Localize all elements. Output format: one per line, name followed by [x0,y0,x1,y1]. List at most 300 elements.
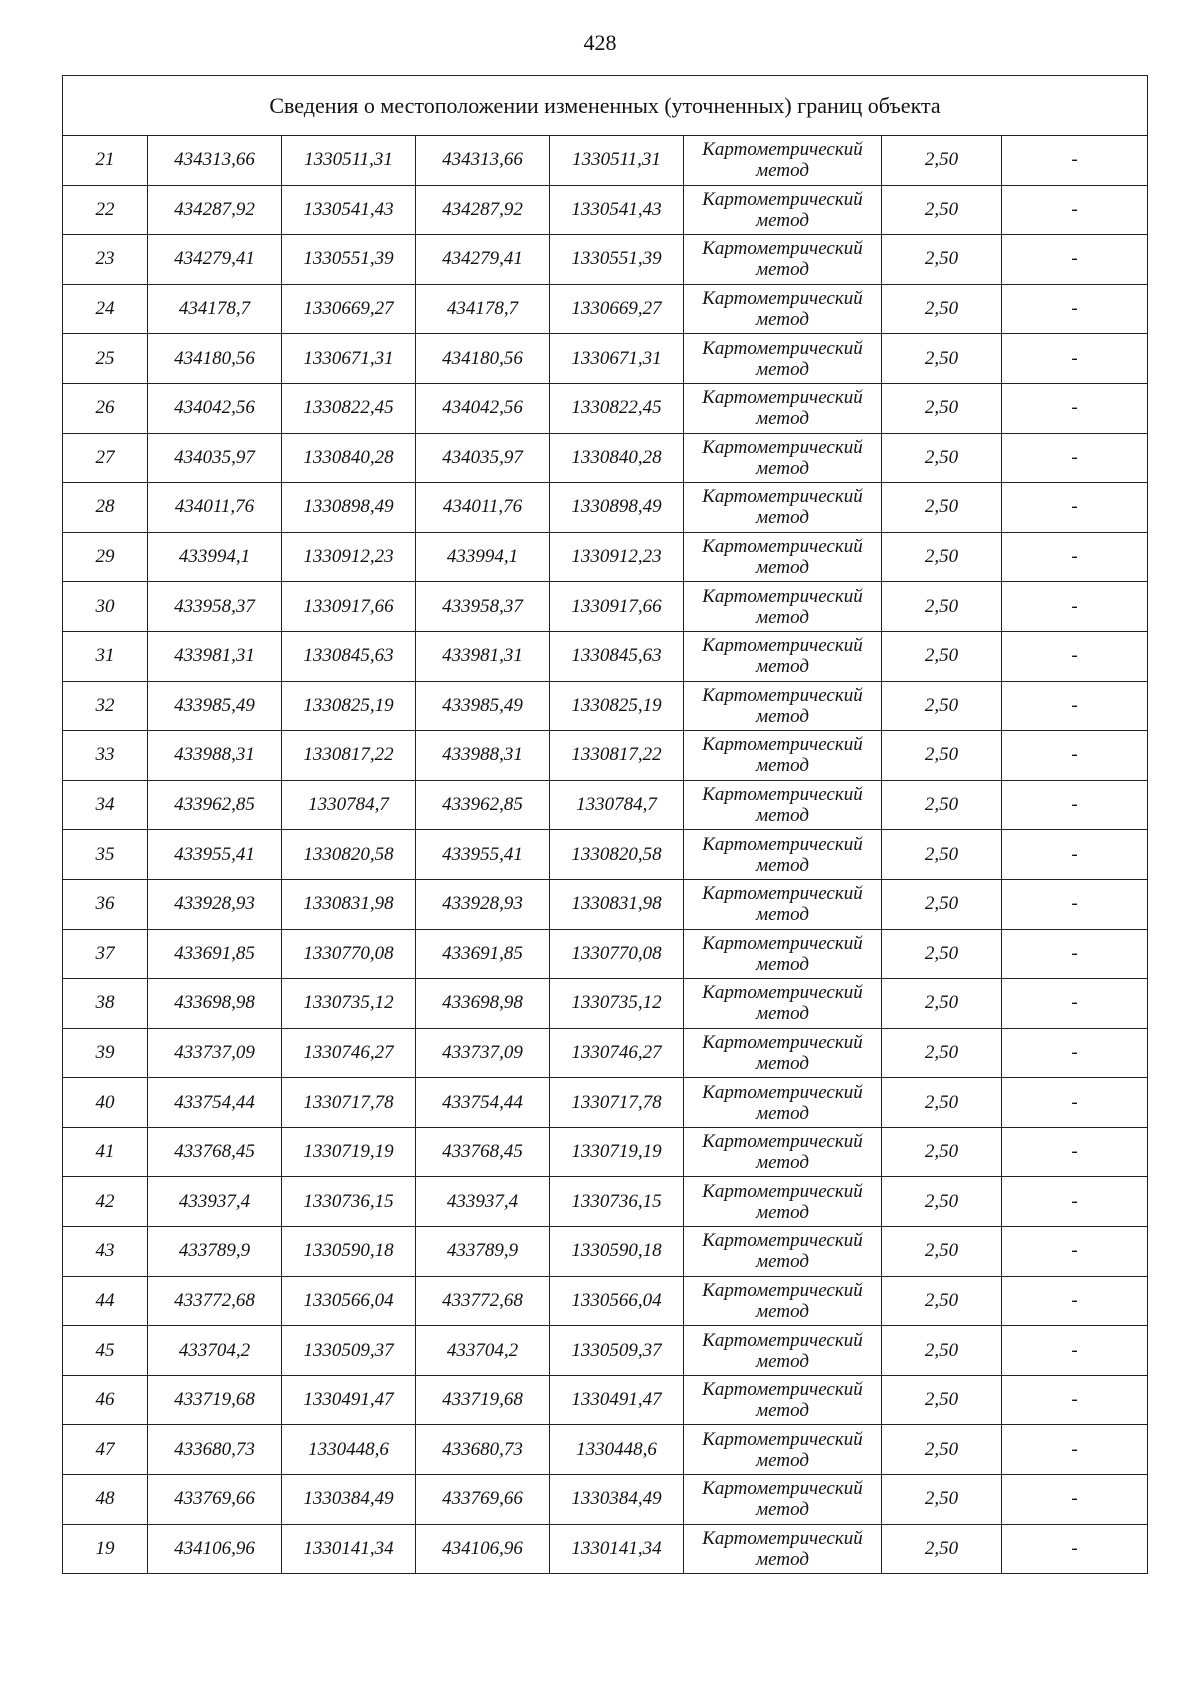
existing-y-cell: 1330717,78 [282,1078,416,1128]
existing-y-cell: 1330746,27 [282,1028,416,1078]
method-cell [684,631,882,681]
method-line: метод [756,1548,809,1570]
table-row [63,1326,1148,1376]
accuracy-cell: 2,50 [882,582,1002,632]
existing-y-cell: 1330817,22 [282,731,416,781]
existing-x-cell: 433955,41 [148,830,282,880]
note-cell: - [1002,433,1148,483]
method-line: метод [756,1499,809,1521]
refined-x-cell: 433719,68 [416,1375,550,1425]
table-row [63,284,1148,334]
note-cell: - [1002,1078,1148,1128]
method-cell [684,1276,882,1326]
point-number-cell: 46 [63,1375,148,1425]
refined-y-cell: 1330669,27 [550,284,684,334]
existing-x-cell: 434287,92 [148,185,282,235]
existing-x-cell: 433981,31 [148,631,282,681]
point-number-cell: 43 [63,1227,148,1277]
method-cell [684,1475,882,1525]
method-cell [684,235,882,285]
point-number-cell: 35 [63,830,148,880]
point-number-cell: 19 [63,1524,148,1574]
refined-x-cell: 433981,31 [416,631,550,681]
point-number-cell: 22 [63,185,148,235]
method-cell [684,1127,882,1177]
refined-y-cell: 1330590,18 [550,1227,684,1277]
existing-y-cell: 1330822,45 [282,383,416,433]
accuracy-cell: 2,50 [882,1276,1002,1326]
existing-y-cell: 1330669,27 [282,284,416,334]
refined-x-cell: 433698,98 [416,979,550,1029]
table-title: Сведения о местоположении измененных (уточненных) границ объекта [63,76,1148,136]
refined-y-cell: 1330541,43 [550,185,684,235]
refined-y-cell: 1330141,34 [550,1524,684,1574]
existing-x-cell: 433958,37 [148,582,282,632]
point-number-cell: 26 [63,383,148,433]
note-cell: - [1002,1028,1148,1078]
point-number-cell: 39 [63,1028,148,1078]
method-line: метод [756,507,809,529]
method-line: метод [756,309,809,331]
accuracy-cell: 2,50 [882,136,1002,186]
refined-y-cell: 1330840,28 [550,433,684,483]
method-line: Картометрический [702,1379,863,1401]
refined-y-cell: 1330717,78 [550,1078,684,1128]
point-number-cell: 21 [63,136,148,186]
method-line: Картометрический [702,833,863,855]
refined-x-cell: 434011,76 [416,483,550,533]
existing-y-cell: 1330590,18 [282,1227,416,1277]
existing-x-cell: 433988,31 [148,731,282,781]
existing-x-cell: 434011,76 [148,483,282,533]
method-line: Картометрический [702,1131,863,1153]
point-number-cell: 36 [63,879,148,929]
existing-y-cell: 1330736,15 [282,1177,416,1227]
refined-x-cell: 434313,66 [416,136,550,186]
existing-x-cell: 434106,96 [148,1524,282,1574]
refined-y-cell: 1330511,31 [550,136,684,186]
accuracy-cell: 2,50 [882,334,1002,384]
method-line: метод [756,1350,809,1372]
accuracy-cell: 2,50 [882,1425,1002,1475]
existing-y-cell: 1330831,98 [282,879,416,929]
method-line: Картометрический [702,1081,863,1103]
accuracy-cell: 2,50 [882,879,1002,929]
existing-y-cell: 1330509,37 [282,1326,416,1376]
method-line: Картометрический [702,536,863,558]
method-line: метод [756,953,809,975]
note-cell: - [1002,731,1148,781]
existing-x-cell: 433769,66 [148,1475,282,1525]
table-row [63,1028,1148,1078]
method-cell [684,780,882,830]
method-line: Картометрический [702,238,863,260]
existing-y-cell: 1330566,04 [282,1276,416,1326]
accuracy-cell: 2,50 [882,483,1002,533]
refined-y-cell: 1330448,6 [550,1425,684,1475]
refined-y-cell: 1330746,27 [550,1028,684,1078]
method-line: метод [756,805,809,827]
note-cell: - [1002,780,1148,830]
method-cell [684,1375,882,1425]
refined-x-cell: 434279,41 [416,235,550,285]
existing-y-cell: 1330898,49 [282,483,416,533]
note-cell: - [1002,284,1148,334]
refined-y-cell: 1330845,63 [550,631,684,681]
existing-x-cell: 433698,98 [148,979,282,1029]
refined-y-cell: 1330822,45 [550,383,684,433]
accuracy-cell: 2,50 [882,1326,1002,1376]
existing-x-cell: 433928,93 [148,879,282,929]
note-cell: - [1002,1425,1148,1475]
refined-x-cell: 434287,92 [416,185,550,235]
note-cell: - [1002,383,1148,433]
point-number-cell: 45 [63,1326,148,1376]
method-cell [684,483,882,533]
accuracy-cell: 2,50 [882,1177,1002,1227]
method-line: метод [756,209,809,231]
method-cell [684,1326,882,1376]
note-cell: - [1002,1375,1148,1425]
table-row [63,1078,1148,1128]
method-cell [684,681,882,731]
method-line: Картометрический [702,1230,863,1252]
existing-x-cell: 434042,56 [148,383,282,433]
existing-y-cell: 1330784,7 [282,780,416,830]
method-line: Картометрический [702,585,863,607]
existing-y-cell: 1330671,31 [282,334,416,384]
point-number-cell: 38 [63,979,148,1029]
refined-y-cell: 1330671,31 [550,334,684,384]
note-cell: - [1002,929,1148,979]
method-cell [684,1425,882,1475]
point-number-cell: 37 [63,929,148,979]
method-cell [684,1078,882,1128]
method-line: Картометрический [702,635,863,657]
method-cell [684,1028,882,1078]
accuracy-cell: 2,50 [882,1475,1002,1525]
method-line: Картометрический [702,288,863,310]
table-row [63,1177,1148,1227]
method-line: метод [756,705,809,727]
refined-x-cell: 433988,31 [416,731,550,781]
note-cell: - [1002,185,1148,235]
point-number-cell: 29 [63,532,148,582]
method-line: метод [756,557,809,579]
method-cell [684,383,882,433]
existing-x-cell: 433994,1 [148,532,282,582]
accuracy-cell: 2,50 [882,681,1002,731]
method-cell [684,532,882,582]
refined-x-cell: 433772,68 [416,1276,550,1326]
note-cell: - [1002,136,1148,186]
page-number: 428 [583,30,617,55]
method-cell [684,879,882,929]
refined-y-cell: 1330770,08 [550,929,684,979]
refined-x-cell: 434042,56 [416,383,550,433]
table-row [63,136,1148,186]
table-row [63,582,1148,632]
refined-x-cell: 433955,41 [416,830,550,880]
existing-x-cell: 434313,66 [148,136,282,186]
table-row [63,235,1148,285]
table-row [63,879,1148,929]
note-cell: - [1002,334,1148,384]
method-line: Картометрический [702,1279,863,1301]
existing-y-cell: 1330511,31 [282,136,416,186]
existing-x-cell: 433754,44 [148,1078,282,1128]
existing-y-cell: 1330770,08 [282,929,416,979]
existing-y-cell: 1330448,6 [282,1425,416,1475]
table-row [63,731,1148,781]
existing-y-cell: 1330384,49 [282,1475,416,1525]
method-line: метод [756,656,809,678]
refined-y-cell: 1330551,39 [550,235,684,285]
existing-y-cell: 1330840,28 [282,433,416,483]
existing-x-cell: 433691,85 [148,929,282,979]
point-number-cell: 48 [63,1475,148,1525]
refined-y-cell: 1330831,98 [550,879,684,929]
refined-x-cell: 434180,56 [416,334,550,384]
method-cell [684,1227,882,1277]
table-row [63,1227,1148,1277]
note-cell: - [1002,582,1148,632]
existing-x-cell: 433789,9 [148,1227,282,1277]
accuracy-cell: 2,50 [882,1375,1002,1425]
table-row [63,780,1148,830]
boundary-coordinates-table [62,75,1148,1574]
refined-y-cell: 1330917,66 [550,582,684,632]
method-cell [684,185,882,235]
point-number-cell: 40 [63,1078,148,1128]
accuracy-cell: 2,50 [882,780,1002,830]
existing-x-cell: 433985,49 [148,681,282,731]
refined-x-cell: 434106,96 [416,1524,550,1574]
existing-x-cell: 433937,4 [148,1177,282,1227]
existing-y-cell: 1330719,19 [282,1127,416,1177]
table-row [63,929,1148,979]
method-line: метод [756,1102,809,1124]
refined-x-cell: 433789,9 [416,1227,550,1277]
refined-x-cell: 433754,44 [416,1078,550,1128]
accuracy-cell: 2,50 [882,532,1002,582]
point-number-cell: 33 [63,731,148,781]
existing-y-cell: 1330491,47 [282,1375,416,1425]
method-cell [684,334,882,384]
table-row [63,1425,1148,1475]
point-number-cell: 23 [63,235,148,285]
point-number-cell: 24 [63,284,148,334]
accuracy-cell: 2,50 [882,830,1002,880]
refined-y-cell: 1330784,7 [550,780,684,830]
table-row [63,433,1148,483]
method-line: Картометрический [702,1329,863,1351]
method-line: Картометрический [702,1031,863,1053]
method-line: метод [756,1201,809,1223]
method-cell [684,979,882,1029]
point-number-cell: 47 [63,1425,148,1475]
refined-y-cell: 1330491,47 [550,1375,684,1425]
refined-y-cell: 1330719,19 [550,1127,684,1177]
accuracy-cell: 2,50 [882,185,1002,235]
method-line: Картометрический [702,188,863,210]
note-cell: - [1002,1227,1148,1277]
method-cell [684,433,882,483]
refined-x-cell: 433737,09 [416,1028,550,1078]
method-line: метод [756,1251,809,1273]
method-line: метод [756,358,809,380]
method-cell [684,929,882,979]
existing-y-cell: 1330820,58 [282,830,416,880]
method-cell [684,582,882,632]
method-cell [684,136,882,186]
refined-x-cell: 433769,66 [416,1475,550,1525]
existing-x-cell: 433719,68 [148,1375,282,1425]
table-row [63,1475,1148,1525]
table-row [63,1127,1148,1177]
method-line: Картометрический [702,684,863,706]
existing-y-cell: 1330912,23 [282,532,416,582]
method-line: Картометрический [702,734,863,756]
existing-x-cell: 433962,85 [148,780,282,830]
refined-y-cell: 1330566,04 [550,1276,684,1326]
method-line: Картометрический [702,139,863,161]
refined-y-cell: 1330898,49 [550,483,684,533]
accuracy-cell: 2,50 [882,1028,1002,1078]
existing-y-cell: 1330551,39 [282,235,416,285]
point-number-cell: 42 [63,1177,148,1227]
existing-y-cell: 1330917,66 [282,582,416,632]
method-line: Картометрический [702,784,863,806]
refined-x-cell: 434035,97 [416,433,550,483]
point-number-cell: 31 [63,631,148,681]
method-line: метод [756,606,809,628]
refined-x-cell: 433691,85 [416,929,550,979]
method-line: метод [756,160,809,182]
refined-x-cell: 433962,85 [416,780,550,830]
note-cell: - [1002,1177,1148,1227]
note-cell: - [1002,1127,1148,1177]
note-cell: - [1002,1475,1148,1525]
note-cell: - [1002,532,1148,582]
table-row [63,1276,1148,1326]
method-line: Картометрический [702,486,863,508]
note-cell: - [1002,631,1148,681]
refined-y-cell: 1330736,15 [550,1177,684,1227]
method-line: Картометрический [702,932,863,954]
existing-x-cell: 434180,56 [148,334,282,384]
point-number-cell: 25 [63,334,148,384]
table-row [63,1375,1148,1425]
accuracy-cell: 2,50 [882,979,1002,1029]
method-line: Картометрический [702,436,863,458]
existing-x-cell: 434035,97 [148,433,282,483]
method-line: метод [756,1400,809,1422]
method-line: метод [756,904,809,926]
method-cell [684,284,882,334]
method-line: Картометрический [702,387,863,409]
refined-x-cell: 433704,2 [416,1326,550,1376]
method-cell [684,731,882,781]
refined-y-cell: 1330817,22 [550,731,684,781]
table-row [63,830,1148,880]
method-line: Картометрический [702,1180,863,1202]
accuracy-cell: 2,50 [882,1127,1002,1177]
method-line: метод [756,457,809,479]
method-line: метод [756,1152,809,1174]
method-line: метод [756,755,809,777]
existing-x-cell: 433704,2 [148,1326,282,1376]
note-cell: - [1002,235,1148,285]
refined-x-cell: 433985,49 [416,681,550,731]
accuracy-cell: 2,50 [882,383,1002,433]
table-row [63,1524,1148,1574]
method-line: метод [756,1052,809,1074]
refined-x-cell: 433937,4 [416,1177,550,1227]
note-cell: - [1002,483,1148,533]
table-row [63,383,1148,433]
point-number-cell: 41 [63,1127,148,1177]
accuracy-cell: 2,50 [882,1524,1002,1574]
refined-x-cell: 433928,93 [416,879,550,929]
accuracy-cell: 2,50 [882,1227,1002,1277]
point-number-cell: 34 [63,780,148,830]
table-body [63,136,1148,1574]
method-line: метод [756,854,809,876]
existing-x-cell: 434279,41 [148,235,282,285]
existing-y-cell: 1330141,34 [282,1524,416,1574]
accuracy-cell: 2,50 [882,631,1002,681]
table-row [63,681,1148,731]
accuracy-cell: 2,50 [882,235,1002,285]
note-cell: - [1002,681,1148,731]
method-line: метод [756,259,809,281]
refined-y-cell: 1330509,37 [550,1326,684,1376]
table-row [63,979,1148,1029]
refined-x-cell: 433994,1 [416,532,550,582]
refined-y-cell: 1330825,19 [550,681,684,731]
method-line: Картометрический [702,1428,863,1450]
note-cell: - [1002,1326,1148,1376]
table-row [63,483,1148,533]
table-row [63,532,1148,582]
method-line: метод [756,408,809,430]
note-cell: - [1002,879,1148,929]
point-number-cell: 44 [63,1276,148,1326]
method-line: Картометрический [702,1527,863,1549]
point-number-cell: 32 [63,681,148,731]
refined-x-cell: 433768,45 [416,1127,550,1177]
refined-y-cell: 1330384,49 [550,1475,684,1525]
method-line: Картометрический [702,1478,863,1500]
existing-y-cell: 1330845,63 [282,631,416,681]
refined-x-cell: 433958,37 [416,582,550,632]
existing-y-cell: 1330825,19 [282,681,416,731]
existing-y-cell: 1330735,12 [282,979,416,1029]
existing-x-cell: 434178,7 [148,284,282,334]
table-row [63,334,1148,384]
method-line: Картометрический [702,337,863,359]
table-row [63,631,1148,681]
refined-y-cell: 1330735,12 [550,979,684,1029]
accuracy-cell: 2,50 [882,731,1002,781]
note-cell: - [1002,830,1148,880]
existing-x-cell: 433768,45 [148,1127,282,1177]
note-cell: - [1002,1524,1148,1574]
method-line: метод [756,1003,809,1025]
existing-x-cell: 433680,73 [148,1425,282,1475]
existing-y-cell: 1330541,43 [282,185,416,235]
